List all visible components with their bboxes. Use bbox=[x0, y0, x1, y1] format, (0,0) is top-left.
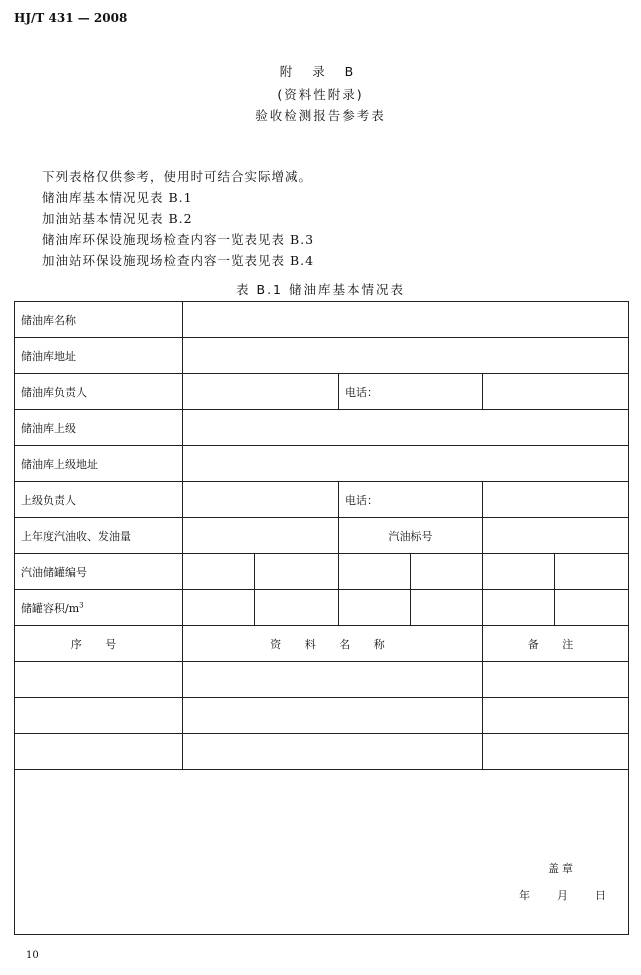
stamp-label: 盖章 bbox=[548, 862, 576, 875]
doc-name-header: 资 料 名 称 bbox=[183, 626, 483, 662]
table-caption: 表 B.1 储油库基本情况表 bbox=[236, 282, 405, 297]
gasoline-volume-value[interactable] bbox=[183, 518, 339, 554]
table-header-row bbox=[15, 626, 629, 662]
superior-manager-label: 上级负责人 bbox=[15, 482, 183, 518]
table-row bbox=[15, 698, 629, 734]
appendix-type: (资料性附录) bbox=[277, 87, 364, 102]
tank-number-label: 汽油储罐编号 bbox=[15, 554, 183, 590]
remarks-header: 备 注 bbox=[483, 626, 629, 662]
intro-line: 储油库环保设施现场检查内容一览表见表 B.3 bbox=[42, 232, 315, 247]
phone-value[interactable] bbox=[483, 374, 629, 410]
seq-cell[interactable] bbox=[15, 698, 183, 734]
phone-value[interactable] bbox=[483, 482, 629, 518]
tank-capacity-cell[interactable] bbox=[255, 590, 339, 626]
date-line bbox=[519, 887, 606, 903]
superior-address-value[interactable] bbox=[183, 446, 629, 482]
stamp-row bbox=[15, 770, 629, 935]
table-row bbox=[15, 482, 629, 518]
phone-label: 电话： bbox=[339, 482, 483, 518]
table-row bbox=[15, 554, 629, 590]
phone-label: 电话： bbox=[339, 374, 483, 410]
table-row bbox=[15, 338, 629, 374]
tank-capacity-cell[interactable] bbox=[339, 590, 411, 626]
tank-number-cell[interactable] bbox=[555, 554, 629, 590]
tank-number-cell[interactable] bbox=[411, 554, 483, 590]
intro-line: 加油站环保设施现场检查内容一览表见表 B.4 bbox=[42, 253, 315, 268]
depot-info-table bbox=[14, 301, 629, 935]
remarks-cell[interactable] bbox=[483, 662, 629, 698]
depot-address-value[interactable] bbox=[183, 338, 629, 374]
tank-capacity-cell[interactable] bbox=[555, 590, 629, 626]
tank-number-cell[interactable] bbox=[339, 554, 411, 590]
date-month: 月 bbox=[557, 889, 568, 902]
seq-cell[interactable] bbox=[15, 734, 183, 770]
depot-address-label: 储油库地址 bbox=[15, 338, 183, 374]
tank-capacity-cell[interactable] bbox=[411, 590, 483, 626]
gasoline-grade-value[interactable] bbox=[483, 518, 629, 554]
table-row bbox=[15, 662, 629, 698]
gasoline-volume-label: 上年度汽油收、发油量 bbox=[15, 518, 183, 554]
depot-name-value[interactable] bbox=[183, 302, 629, 338]
tank-capacity-label: 储罐容积$/m^3$ bbox=[15, 590, 183, 626]
intro-line: 下列表格仅供参考，使用时可结合实际增减。 bbox=[42, 169, 313, 184]
remarks-cell[interactable] bbox=[483, 698, 629, 734]
standard-number: HJ/T 431 — 2008 bbox=[14, 11, 128, 25]
doc-name-cell[interactable] bbox=[183, 662, 483, 698]
superior-manager-value[interactable] bbox=[183, 482, 339, 518]
intro-line: 储油库基本情况见表 B.1 bbox=[42, 190, 193, 205]
tank-number-cell[interactable] bbox=[255, 554, 339, 590]
appendix-title: 附 录 B bbox=[279, 64, 362, 79]
date-year: 年 bbox=[519, 889, 530, 902]
appendix-name: 验收检测报告参考表 bbox=[255, 108, 386, 123]
tank-number-cell[interactable] bbox=[183, 554, 255, 590]
gasoline-grade-label: 汽油标号 bbox=[339, 518, 483, 554]
doc-name-cell[interactable] bbox=[183, 734, 483, 770]
tank-capacity-cell[interactable] bbox=[183, 590, 255, 626]
intro-line: 加油站基本情况见表 B.2 bbox=[42, 211, 193, 226]
depot-superior-label: 储油库上级 bbox=[15, 410, 183, 446]
depot-manager-label: 储油库负责人 bbox=[15, 374, 183, 410]
doc-name-cell[interactable] bbox=[183, 698, 483, 734]
superior-address-label: 储油库上级地址 bbox=[15, 446, 183, 482]
date-day: 日 bbox=[595, 889, 606, 902]
stamp-area[interactable] bbox=[15, 770, 629, 935]
table-row bbox=[15, 374, 629, 410]
page-number: 10 bbox=[26, 950, 39, 961]
tank-capacity-cell[interactable] bbox=[483, 590, 555, 626]
tank-number-cell[interactable] bbox=[483, 554, 555, 590]
seq-cell[interactable] bbox=[15, 662, 183, 698]
depot-manager-value[interactable] bbox=[183, 374, 339, 410]
table-row bbox=[15, 518, 629, 554]
depot-superior-value[interactable] bbox=[183, 410, 629, 446]
table-row bbox=[15, 302, 629, 338]
remarks-cell[interactable] bbox=[483, 734, 629, 770]
depot-name-label: 储油库名称 bbox=[15, 302, 183, 338]
table-row bbox=[15, 410, 629, 446]
table-row bbox=[15, 590, 629, 626]
seq-header: 序 号 bbox=[15, 626, 183, 662]
table-row bbox=[15, 446, 629, 482]
table-row bbox=[15, 734, 629, 770]
